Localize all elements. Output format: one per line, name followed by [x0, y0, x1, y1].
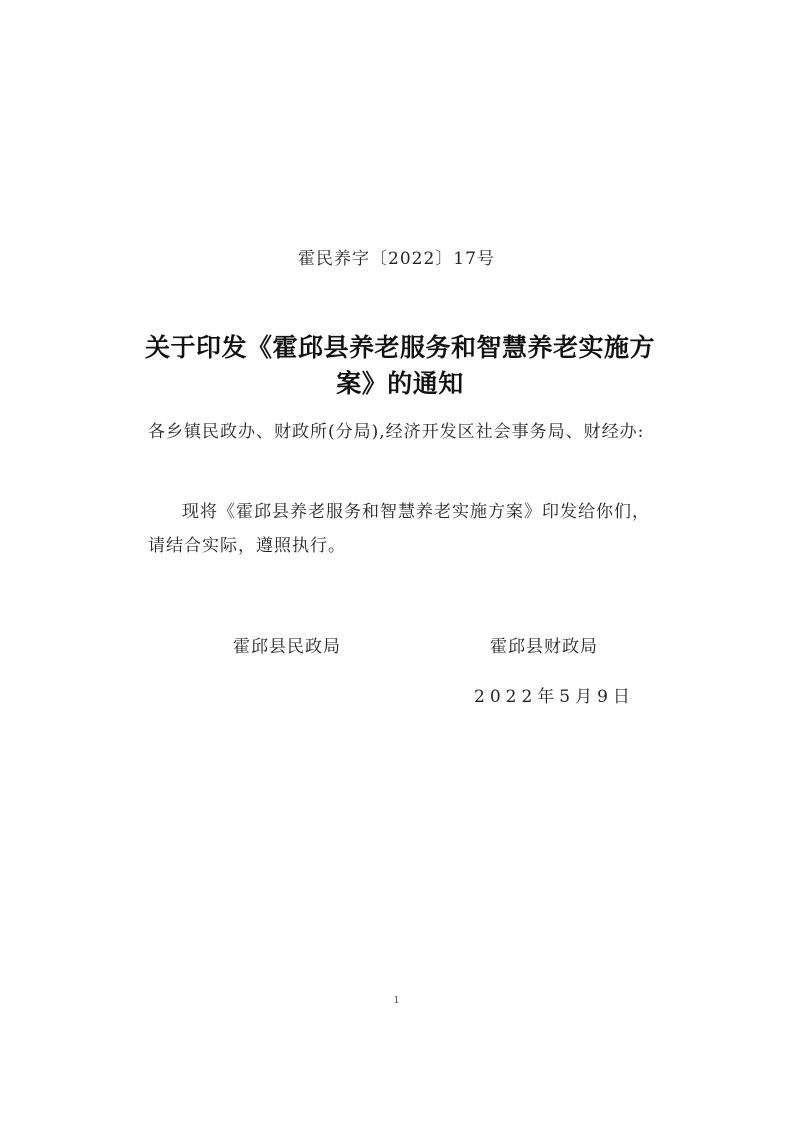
- page-number: 1: [393, 996, 400, 1006]
- document-title: 关于印发《霍邱县养老服务和智慧养老实施方案》的通知: [144, 333, 655, 398]
- issue-date: 2022年5月9日: [474, 687, 635, 707]
- signatory-finance: 霍邱县财政局: [490, 637, 598, 657]
- recipients-line: 各乡镇民政办、财政所(分局),经济开发区社会事务局、财经办:: [148, 422, 645, 442]
- document-number: 霍民养字〔2022〕17号: [298, 249, 495, 269]
- body-paragraph: 现将《霍邱县养老服务和智慧养老实施方案》印发给你们，请结合实际，遵照执行。: [148, 502, 650, 556]
- signatory-civil-affairs: 霍邱县民政局: [233, 637, 341, 657]
